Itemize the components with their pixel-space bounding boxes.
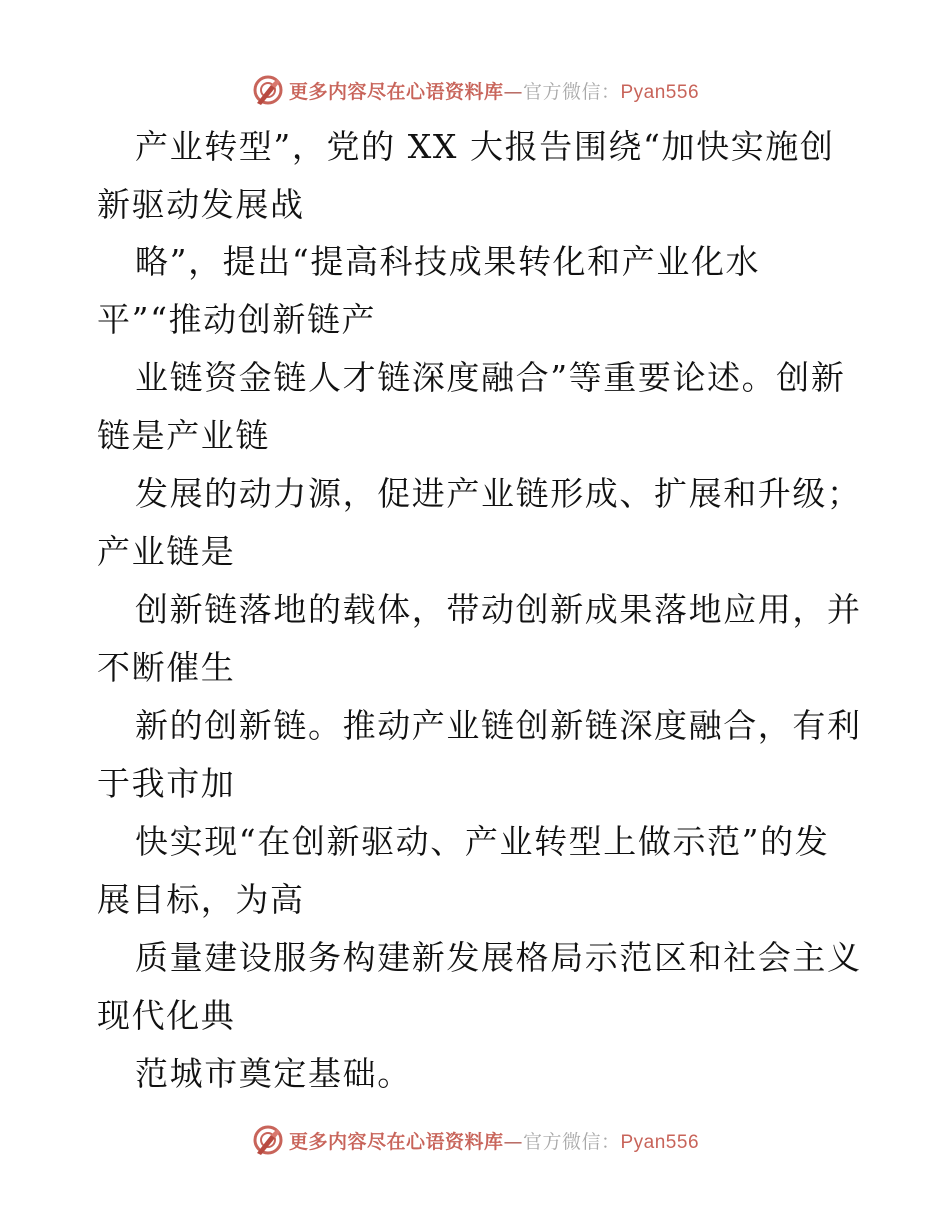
pen-logo-icon: [251, 1123, 285, 1157]
body-line: 略”，提出“提高科技成果转化和产业化水: [135, 242, 761, 281]
banner-wechat-id: Pyan556: [620, 81, 700, 103]
body-line: 链是产业链: [97, 416, 270, 455]
body-line: 不断催生: [97, 648, 236, 687]
body-line: 产业转型”，党的 XX 大报告围绕“加快实施创: [135, 127, 835, 166]
body-line: 平”“推动创新链产: [97, 300, 377, 339]
body-line: 业链资金链人才链深度融合”等重要论述。创新: [135, 358, 846, 397]
banner-wechat-label: 官方微信：: [522, 1130, 621, 1153]
body-line: 范城市奠定基础。: [135, 1054, 412, 1093]
banner-dash: —: [503, 80, 523, 103]
banner-text: [289, 1127, 699, 1154]
body-line: 新的创新链。推动产业链创新链深度融合，有利: [135, 706, 862, 745]
banner-site-name: 更多内容尽在心语资料库: [288, 1130, 504, 1153]
body-line: 产业链是: [97, 532, 236, 571]
banner-wechat-id: Pyan556: [620, 1131, 700, 1153]
header-banner: [0, 70, 950, 110]
footer-banner: [0, 1120, 950, 1160]
body-line: 发展的动力源，促进产业链形成、扩展和升级；: [135, 474, 862, 513]
banner-text: [289, 77, 699, 104]
body-line: 快实现“在创新驱动、产业转型上做示范”的发: [135, 822, 830, 861]
body-line: 现代化典: [97, 996, 236, 1035]
banner-dash: —: [503, 1130, 523, 1153]
body-line: 于我市加: [97, 764, 236, 803]
body-line: 展目标，为高: [97, 880, 305, 919]
body-line: 新驱动发展战: [97, 185, 305, 224]
body-line: 质量建设服务构建新发展格局示范区和社会主义: [135, 938, 862, 977]
banner-site-name: 更多内容尽在心语资料库: [288, 80, 504, 103]
pen-logo-icon: [251, 73, 285, 107]
banner-wechat-label: 官方微信：: [522, 80, 621, 103]
body-line: 创新链落地的载体，带动创新成果落地应用，并: [135, 590, 862, 629]
